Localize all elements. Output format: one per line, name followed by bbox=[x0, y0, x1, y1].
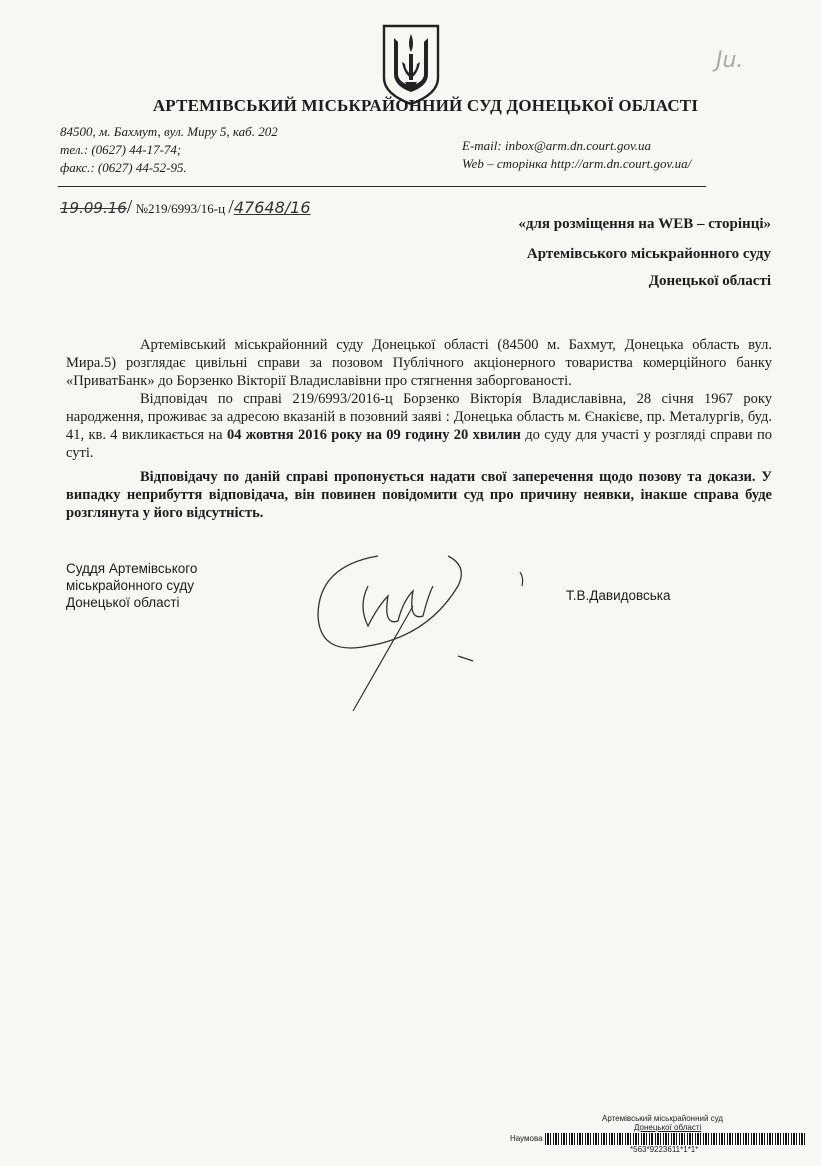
court-contacts-right bbox=[462, 138, 691, 172]
court-contacts-left bbox=[60, 124, 278, 176]
handwritten-signature bbox=[308, 546, 528, 716]
clerk-name: Наумова bbox=[510, 1134, 543, 1144]
paragraph-case-description: Артемівський міськрайонний суду Донецької області (84500 м. Бахмут, Донецька область вул. Мира.5) розглядає цивільні справи за позовом Публічного акціонерного товариства комерційного банку «ПриватБанк» до Борзенко Вікторії Владиславівни про стягнення заборгованості. bbox=[66, 337, 772, 389]
barcode-row bbox=[510, 1133, 810, 1145]
document-body bbox=[66, 336, 772, 522]
header-divider bbox=[58, 186, 706, 187]
court-email: E-mail: inbox@arm.dn.court.gov.ua bbox=[462, 138, 651, 153]
outgoing-number: 47648/16 bbox=[233, 198, 311, 217]
barcode-left bbox=[545, 1133, 653, 1145]
stamp-court-line2: Донецької області bbox=[634, 1123, 702, 1132]
court-title: АРТЕМІВСЬКИЙ МІСЬКРАЙОННИЙ СУД ДОНЕЦЬКОЇ ОБЛАСТІ bbox=[152, 96, 699, 115]
judge-name: Т.В.Давидовська bbox=[566, 588, 671, 603]
hearing-datetime: 04 жовтня 2016 року на 09 годину 20 хвилин bbox=[226, 427, 521, 443]
corner-handwritten-mark: Ju. bbox=[716, 48, 744, 73]
court-phone: тел.: (0627) 44-17-74; bbox=[60, 142, 182, 157]
stamp-court-line1: Артемівський міськрайонний суд bbox=[602, 1114, 724, 1123]
publication-note-line2: Артемівського міськрайонного суду bbox=[526, 246, 771, 262]
summons-text-end: до суду для участі у розгляді справи по суті. bbox=[66, 427, 772, 461]
registration-date: 19.09.16 bbox=[60, 199, 127, 217]
case-number: №219/6993/16-ц bbox=[135, 201, 226, 216]
paragraph-notice: Відповідачу по даній справі пропонується надати свої заперечення щодо позову та докази. У випадку неприбуття відповідача, він повинен повідомити суд про причину неявки, інакше справа буде розглянута у його відсутність. bbox=[66, 469, 772, 521]
court-web: Web – сторінка http://arm.dn.court.gov.ua/ bbox=[462, 156, 692, 171]
judge-role-line2: міськрайонного суду bbox=[66, 578, 195, 593]
judge-role-line1: Суддя Артемівського bbox=[66, 561, 198, 576]
judge-role-line3: Донецької області bbox=[66, 595, 180, 610]
court-address: 84500, м. Бахмут, вул. Миру 5, каб. 202 bbox=[60, 124, 278, 139]
publication-note-line1: «для розміщення на WEB – сторінці» bbox=[518, 216, 771, 232]
summons-text: Відповідач по справі 219/6993/2016-ц Борзенко Вікторія Владиславівна, 28 січня 1967 року народження, проживає за адресою вказаній в позовний заяві : Донецька область м. Єнакієве, пр. Металургів, буд. 41, кв. 4 викликається на bbox=[66, 391, 772, 443]
barcode-text: *563*9223611*1*1* bbox=[630, 1145, 699, 1154]
barcode-right bbox=[655, 1133, 805, 1145]
paragraph-summons bbox=[66, 390, 772, 462]
registry-stamp bbox=[510, 1114, 810, 1154]
registration-line: 19.09.16/ №219/6993/16-ц /47648/16 bbox=[60, 196, 311, 218]
publication-note-line3: Донецької області bbox=[648, 273, 771, 289]
court-fax: факс.: (0627) 44-52-95. bbox=[60, 160, 187, 175]
coat-of-arms-emblem bbox=[380, 22, 442, 106]
judge-title bbox=[66, 560, 197, 611]
